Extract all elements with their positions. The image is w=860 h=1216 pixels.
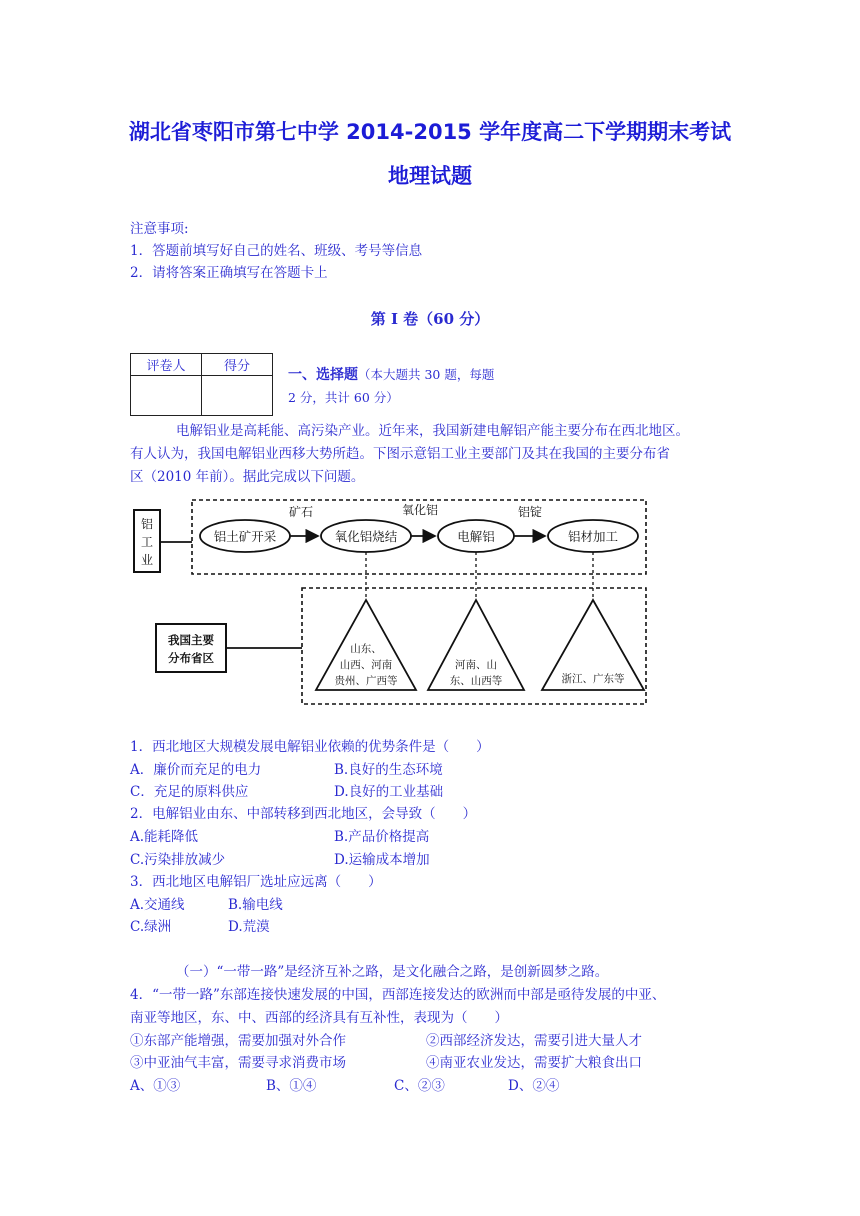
part1-note-2: 2 分，共计 60 分） <box>288 390 399 405</box>
part1-note-1: （本大题共 30 题，每题 <box>358 367 495 382</box>
node-aluminum-processing-label: 铝材加工 <box>567 529 619 544</box>
notice-item-2: 2．请将答案正确填写在答题卡上 <box>130 265 328 281</box>
score-table-cell-score <box>202 376 273 416</box>
q1-stem: 1．西北地区大规模发展电解铝业依赖的优势条件是（ ） <box>130 739 490 755</box>
q2-option-b: B.产品价格提高 <box>334 829 430 845</box>
q1-option-a: A．廉价而充足的电力 <box>130 762 262 778</box>
part1-heading: 一、选择题 <box>288 367 358 383</box>
section-title: 第 I 卷（60 分） <box>370 310 490 328</box>
exam-subtitle: 地理试题 <box>388 164 472 188</box>
triangle-2-line-1: 河南、山 <box>455 659 497 671</box>
score-table <box>130 353 273 416</box>
region-label-line-2: 分布省区 <box>168 651 214 665</box>
node-electrolytic-aluminum-label: 电解铝 <box>457 529 495 544</box>
q4-stem-line-2: 南亚等地区，东、中、西部的经济具有互补性，表现为（ ） <box>130 1010 508 1026</box>
node-bauxite-mining-label: 铝土矿开采 <box>213 529 277 544</box>
score-table-header-grader: 评卷人 <box>131 354 202 376</box>
industry-label-char-1: 铝 <box>140 517 154 531</box>
part1-heading-line <box>288 364 494 386</box>
score-table-cell-grader <box>131 376 202 416</box>
q2-option-c: C.污染排放减少 <box>130 852 226 868</box>
triangle-1-line-1: 山东、 <box>350 643 382 655</box>
intro-line-1: 电解铝业是高耗能、高污染产业。近年来，我国新建电解铝产能主要分布在西北地区。 <box>176 423 689 439</box>
q3-option-d: D.荒漠 <box>228 919 270 935</box>
q4-option-d: D、②④ <box>508 1078 560 1094</box>
industry-label-char-2: 工 <box>140 535 154 549</box>
q4-statement-3: ③中亚油气丰富，需要寻求消费市场 <box>130 1055 346 1071</box>
node-alumina-sintering-label: 氧化铝烧结 <box>334 529 398 544</box>
passage2-intro: （一）“一带一路”是经济互补之路，是文化融合之路，是创新圆梦之路。 <box>176 964 609 980</box>
q4-option-b: B、①④ <box>266 1078 317 1094</box>
q1-option-d: D.良好的工业基础 <box>334 784 444 800</box>
triangle-1-line-2: 山西、河南 <box>339 659 393 671</box>
q2-option-a: A.能耗降低 <box>130 829 199 845</box>
intro-line-3: 区（2010 年前）。据此完成以下问题。 <box>130 469 365 485</box>
exam-title: 湖北省枣阳市第七中学 2014-2015 学年度高二下学期期末考试 <box>128 120 732 144</box>
aluminum-industry-diagram <box>128 496 650 710</box>
notice-item-1: 1．答题前填写好自己的姓名、班级、考号等信息 <box>130 243 423 259</box>
q3-option-a: A.交通线 <box>130 897 185 913</box>
region-label-line-1: 我国主要 <box>168 633 214 647</box>
q1-option-c: C．充足的原料供应 <box>130 784 249 800</box>
q4-option-c: C、②③ <box>394 1078 445 1094</box>
triangle-1-line-3: 贵州、广西等 <box>334 675 398 687</box>
triangle-3-line-1: 浙江、广东等 <box>561 673 625 685</box>
q1-option-b: B.良好的生态环境 <box>334 762 443 778</box>
q4-statement-2: ②西部经济发达，需要引进大量人才 <box>426 1033 642 1049</box>
q3-option-b: B.输电线 <box>228 897 283 913</box>
q3-option-c: C.绿洲 <box>130 919 172 935</box>
arrow-alumina-label: 氧化铝 <box>401 503 439 517</box>
notice-heading: 注意事项: <box>130 221 189 237</box>
triangle-2-line-2: 东、山西等 <box>449 675 503 687</box>
q4-option-a: A、①③ <box>130 1078 181 1094</box>
arrow-ore-label: 矿石 <box>288 505 314 519</box>
score-table-header-score: 得分 <box>202 354 273 376</box>
q4-statement-4: ④南亚农业发达，需要扩大粮食出口 <box>426 1055 642 1071</box>
q4-stem-line-1: 4．“一带一路”东部连接快速发展的中国，西部连接发达的欧洲而中部是亟待发展的中亚、 <box>130 987 666 1003</box>
industry-label-char-3: 业 <box>140 553 154 567</box>
q2-stem: 2．电解铝业由东、中部转移到西北地区，会导致（ ） <box>130 806 477 822</box>
q4-statement-1: ①东部产能增强，需要加强对外合作 <box>130 1033 346 1049</box>
q3-stem: 3．西北地区电解铝厂选址应远离（ ） <box>130 874 382 890</box>
q2-option-d: D.运输成本增加 <box>334 852 430 868</box>
arrow-ingot-label: 铝锭 <box>517 505 543 519</box>
intro-line-2: 有人认为，我国电解铝业西移大势所趋。下图示意铝工业主要部门及其在我国的主要分布省 <box>130 446 670 462</box>
